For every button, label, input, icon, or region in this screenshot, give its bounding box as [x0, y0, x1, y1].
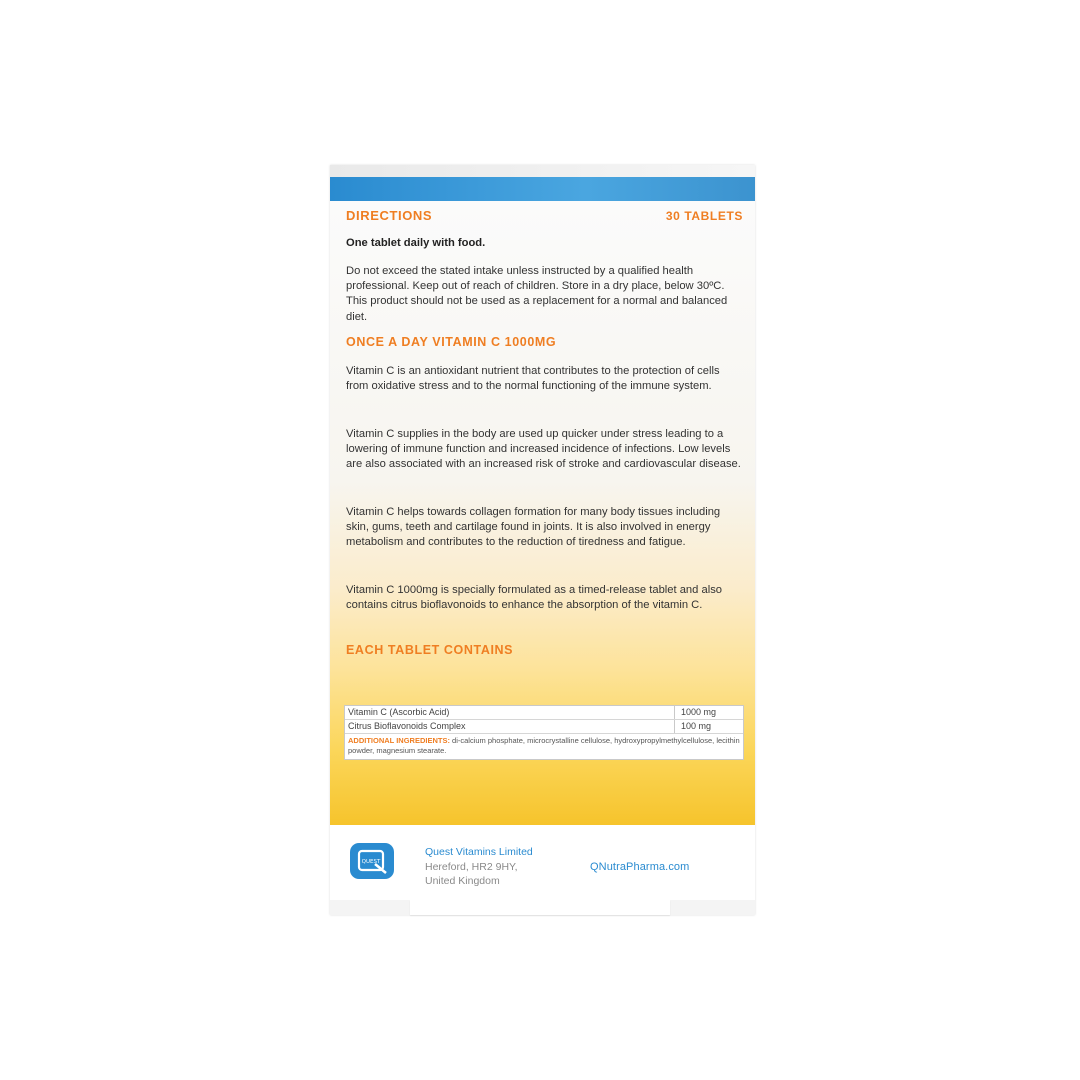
- product-paragraph-1: Vitamin C is an antioxidant nutrient that contributes to the protection of cells from oxidative stress and to the normal functioning of the immune system.: [346, 365, 720, 393]
- product-paragraph-3: Vitamin C helps towards collagen formation for many body tissues including skin, gums, teeth and cartilage found in joints. It is also involved in energy metabolism and contributes to the reduction of tiredness and fatigue.: [346, 506, 721, 549]
- tablet-count: 30 TABLETS: [665, 209, 743, 223]
- quest-q-icon: [356, 848, 388, 874]
- company-address: [425, 845, 533, 889]
- dosage-text: One tablet daily with food.: [346, 237, 486, 249]
- warning-text: Do not exceed the stated intake unless instructed by a qualified health professional. Keep out of reach of children. Store in a dry place, below 30ºC. This product should not be used as a replacement for a normal and balanced diet.: [346, 265, 728, 323]
- additional-ingredients: [345, 734, 743, 759]
- ingredient-amount: 1000 mg: [681, 707, 717, 717]
- ingredient-name: Vitamin C (Ascorbic Acid): [345, 706, 675, 719]
- contents-heading: EACH TABLET CONTAINS: [346, 643, 514, 657]
- product-box: [330, 165, 755, 915]
- directions-heading: DIRECTIONS: [346, 208, 433, 223]
- box-bottom-tab: [410, 900, 670, 915]
- footer: [330, 825, 755, 900]
- table-row: [345, 706, 743, 720]
- address-line-1: Hereford, HR2 9HY,: [425, 860, 518, 873]
- additional-ingredients-label: ADDITIONAL INGREDIENTS:: [348, 736, 450, 745]
- table-row: [345, 720, 743, 734]
- address-line-2: United Kingdom: [425, 875, 500, 887]
- label-panel: [330, 201, 755, 825]
- product-paragraph-2: Vitamin C supplies in the body are used up quicker under stress leading to a lowering of immune function and increased incidence of infections. Low levels are also associated with an increased risk of stroke and cardiovascular disease.: [346, 428, 741, 471]
- product-paragraph-4: Vitamin C 1000mg is specially formulated as a timed-release tablet and also contains citrus bioflavonoids to enhance the absorption of the vitamin C.: [346, 584, 723, 612]
- box-top-flap: [330, 165, 755, 177]
- blue-band: [330, 177, 755, 201]
- product-heading: ONCE A DAY VITAMIN C 1000MG: [346, 335, 557, 349]
- website-link: QNutraPharma.com: [590, 861, 690, 873]
- ingredient-amount: 100 mg: [681, 721, 712, 731]
- ingredient-name: Citrus Bioflavonoids Complex: [345, 720, 675, 733]
- ingredients-table: [344, 705, 744, 760]
- company-name: Quest Vitamins Limited: [425, 846, 533, 858]
- quest-logo-icon: [350, 843, 394, 879]
- additional-ingredients-text: di-calcium phosphate, microcrystalline cellulose, hydroxypropylmethylcellulose, lecithin powder, magnesium stearate.: [348, 736, 740, 755]
- logo-text: QUEST: [361, 859, 381, 865]
